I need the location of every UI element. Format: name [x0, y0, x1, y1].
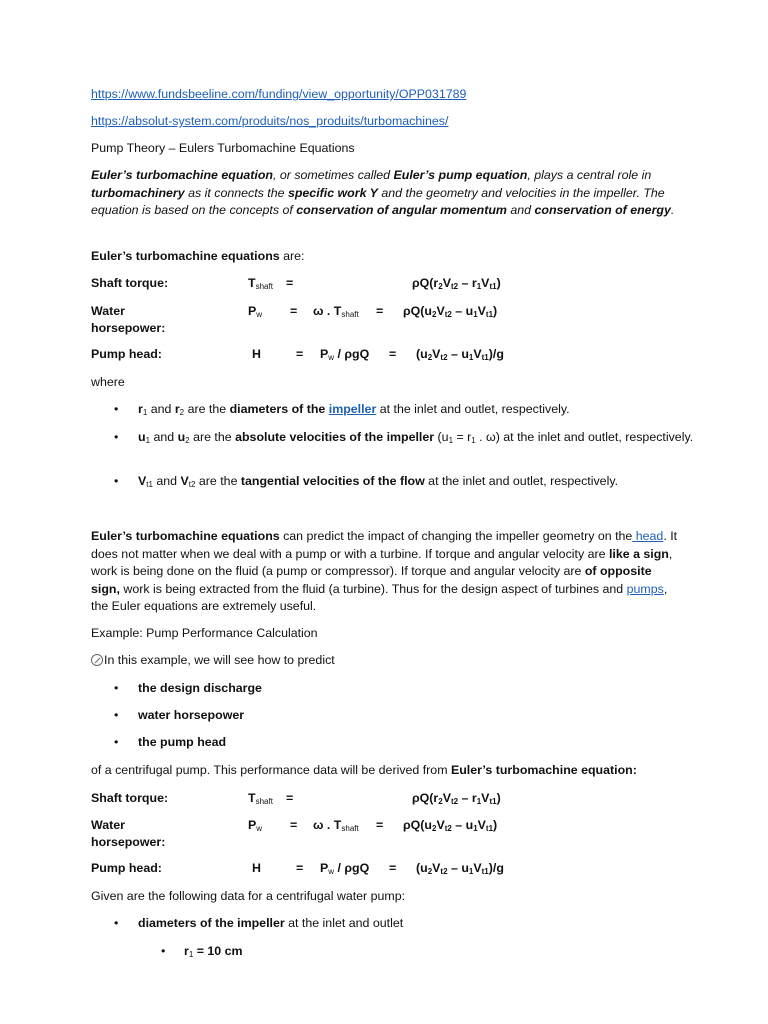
link-absolut-system[interactable]: https://absolut-system.com/produits/nos_produits/turbomachines/	[91, 114, 449, 128]
pw-over-rhogq: Pw / ρgQ	[320, 861, 370, 876]
example-item: water horsepower	[138, 708, 245, 722]
omega-torque: ω . Tshaft	[313, 818, 359, 833]
bullet-marker: •	[114, 474, 119, 488]
head-link[interactable]: head	[632, 529, 664, 543]
shaft-torque-formula: $\rho Q(r_2V_{t2} - r_1V_{t1})$	[412, 791, 501, 806]
no-sign-icon	[91, 654, 103, 666]
pump-head-formula: $(u_2V_{t2} - u_1V_{t1})/g$	[416, 347, 504, 362]
example-item: the pump head	[138, 735, 227, 749]
predict-paragraph: Euler’s turbomachine equations can predict the impact of changing the impeller geometry on the head. It does not matter when we deal with a pump or with a turbine. If torque and angular velocity are like a sign, work is being done on the fluid (a pump or compressor). If torque and angular velocity are of opposite sign, work is being extracted from the fluid (a turbine). Thus for the design aspect of turbines and pumps, the Euler equations are extremely useful.	[91, 529, 678, 614]
pump-head-symbol: H	[252, 347, 261, 361]
shaft-torque-symbol: Tshaft	[248, 791, 273, 806]
bullet-diameters: r1 and r2 are the diameters of the impeller at the inlet and outlet, respectively.	[138, 402, 570, 417]
equals-sign: =	[376, 818, 384, 832]
impeller-link[interactable]: impeller	[328, 402, 377, 416]
bullet-marker: •	[114, 402, 119, 416]
water-horsepower-formula: $\rho Q(u_2V_{t2} - u_1V_{t1})$	[403, 818, 498, 833]
pw-over-rhogq: Pw / ρgQ	[320, 347, 370, 362]
pumps-link[interactable]: pumps	[626, 581, 664, 596]
bullet-marker: •	[114, 916, 119, 930]
equals-sign: =	[389, 861, 397, 875]
derived-line: of a centrifugal pump. This performance data will be derived from Euler’s turbomachine equation:	[91, 763, 637, 777]
bullet-marker: •	[161, 944, 166, 958]
water-horsepower-symbol: Pw	[248, 818, 263, 833]
sub-bullet-r1: r1 = 10 cm	[184, 944, 243, 959]
bullet-marker: •	[114, 708, 119, 722]
water-horsepower-symbol: Pw	[248, 304, 263, 319]
shaft-torque-formula: $\rho Q(r_2V_{t2} - r_1V_{t1})$	[412, 276, 501, 291]
omega-torque: ω . Tshaft	[313, 304, 359, 319]
pump-head-label: Pump head:	[91, 347, 162, 361]
bullet-marker: •	[114, 430, 119, 444]
bullet-marker: •	[114, 681, 119, 695]
example-intro: In this example, we will see how to predict	[91, 652, 335, 669]
equals-sign: =	[290, 304, 298, 318]
equals-sign: =	[296, 861, 304, 875]
equals-sign: =	[296, 347, 304, 361]
water-horsepower-label: Water horsepower:	[91, 818, 166, 849]
bullet-tangential: Vt1 and Vt2 are the tangential velocities of the flow at the inlet and outlet, respectively.	[138, 474, 619, 489]
pump-head-symbol: H	[252, 861, 261, 875]
equals-sign: =	[290, 818, 298, 832]
intro-paragraph: Euler’s turbomachine equation, or sometimes called Euler’s pump equation, plays a central role in turbomachinery as it connects the specific work Y and the geometry and velocities in the impeller. The equation is based on the concepts of conservation of angular momentum and conservation of energy.	[91, 168, 675, 218]
pump-head-label: Pump head:	[91, 861, 162, 875]
link-fundsbeeline[interactable]: https://www.fundsbeeline.com/funding/view_opportunity/OPP031789	[91, 87, 467, 101]
equals-sign: =	[376, 304, 384, 318]
bullet-velocities: u1 and u2 are the absolute velocities of the impeller (u1 = r1 . ω) at the inlet and outlet, respectively.	[138, 430, 694, 445]
water-horsepower-label: Water horsepower:	[91, 304, 166, 335]
equations-intro: Euler’s turbomachine equations are:	[91, 249, 305, 263]
pump-head-formula: $(u_2V_{t2} - u_1V_{t1})/g$	[416, 861, 504, 876]
given-bullet: diameters of the impeller at the inlet and outlet	[138, 916, 404, 930]
document-heading: Pump Theory – Eulers Turbomachine Equations	[91, 141, 355, 155]
water-horsepower-formula: $\rho Q(u_2V_{t2} - u_1V_{t1})$	[403, 304, 498, 319]
given-line: Given are the following data for a centrifugal water pump:	[91, 889, 406, 903]
shaft-torque-label: Shaft torque:	[91, 791, 169, 805]
shaft-torque-symbol: Tshaft	[248, 276, 273, 291]
equals-sign: =	[389, 347, 397, 361]
bullet-marker: •	[114, 735, 119, 749]
where-label: where	[91, 375, 125, 389]
example-item: the design discharge	[138, 681, 262, 695]
example-title: Example: Pump Performance Calculation	[91, 626, 318, 640]
equals-sign: =	[286, 791, 294, 805]
shaft-torque-label: Shaft torque:	[91, 276, 169, 290]
equals-sign: =	[286, 276, 294, 290]
